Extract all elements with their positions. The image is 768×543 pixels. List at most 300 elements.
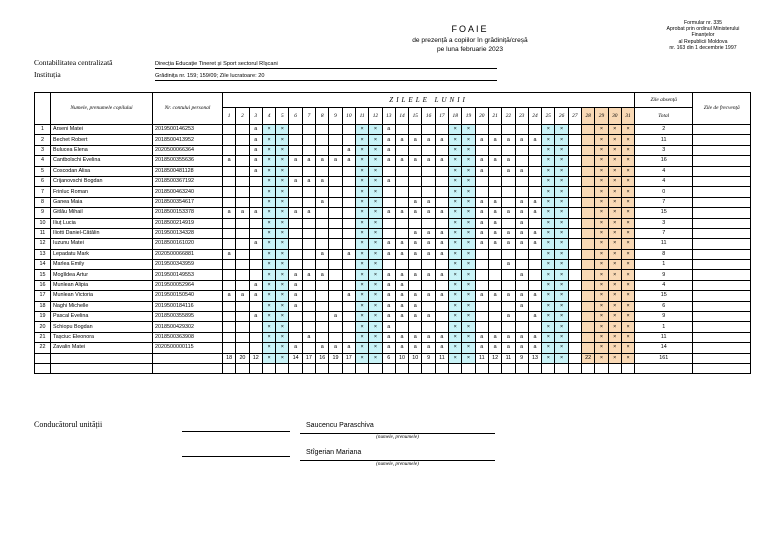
day-cell: a [409, 228, 422, 238]
day-cell [342, 135, 355, 145]
day-cell: × [555, 239, 568, 249]
day-total: × [462, 353, 475, 363]
day-header: 9 [329, 108, 342, 125]
day-cell: × [462, 280, 475, 290]
day-cell: a [342, 249, 355, 259]
day-cell: a [236, 291, 249, 301]
day-cell [289, 312, 302, 322]
day-cell [342, 280, 355, 290]
day-cell: × [449, 176, 462, 186]
day-cell: × [595, 156, 608, 166]
table-row [35, 218, 751, 228]
table-row [35, 156, 751, 166]
day-cell [528, 187, 541, 197]
day-cell: × [595, 208, 608, 218]
day-cell: a [515, 343, 528, 353]
day-cell: × [621, 322, 634, 332]
day-cell [568, 332, 581, 342]
day-cell: × [555, 176, 568, 186]
day-cell [289, 135, 302, 145]
day-cell [289, 332, 302, 342]
day-cell [528, 322, 541, 332]
day-cell: × [355, 125, 368, 135]
empty-cell [369, 363, 382, 373]
day-cell: × [555, 343, 568, 353]
day-cell: × [355, 332, 368, 342]
row-index: 14 [35, 260, 51, 270]
day-cell: × [608, 291, 621, 301]
empty-cell [329, 363, 342, 373]
day-cell [528, 166, 541, 176]
day-cell [236, 322, 249, 332]
day-cell: a [289, 301, 302, 311]
day-cell [223, 125, 236, 135]
day-cell [236, 145, 249, 155]
day-cell [382, 218, 395, 228]
day-cell: × [608, 208, 621, 218]
day-cell: × [449, 301, 462, 311]
day-cell: × [355, 260, 368, 270]
absent-total: 15 [635, 208, 693, 218]
day-cell: × [276, 145, 289, 155]
day-cell [223, 145, 236, 155]
day-cell: × [462, 312, 475, 322]
account-number: 2018500363908 [153, 332, 223, 342]
day-cell [289, 249, 302, 259]
day-cell [236, 218, 249, 228]
day-cell [316, 187, 329, 197]
day-cell: × [555, 270, 568, 280]
day-cell: × [608, 228, 621, 238]
day-cell [582, 322, 595, 332]
day-cell: × [542, 249, 555, 259]
day-cell [422, 260, 435, 270]
day-cell: × [449, 260, 462, 270]
day-cell [223, 260, 236, 270]
day-cell: × [355, 208, 368, 218]
day-cell [316, 332, 329, 342]
day-cell: × [449, 322, 462, 332]
day-cell [329, 332, 342, 342]
day-cell [395, 187, 408, 197]
day-cell: a [395, 332, 408, 342]
frequency-total [693, 353, 751, 363]
day-cell [488, 176, 501, 186]
day-cell [329, 166, 342, 176]
day-cell: × [608, 197, 621, 207]
signer-2-role: (numele, prenumele) [376, 461, 419, 467]
day-cell: × [621, 249, 634, 259]
day-cell: a [409, 135, 422, 145]
frequency-cell [693, 228, 751, 238]
day-cell [515, 260, 528, 270]
table-row [35, 187, 751, 197]
day-cell [236, 187, 249, 197]
day-cell: × [276, 343, 289, 353]
empty-cell [342, 363, 355, 373]
day-cell [568, 166, 581, 176]
day-cell: × [369, 208, 382, 218]
absent-total: 1 [635, 260, 693, 270]
empty-cell [462, 363, 475, 373]
empty-cell [236, 363, 249, 373]
table-row [35, 176, 751, 186]
day-cell: a [435, 228, 448, 238]
day-cell [329, 125, 342, 135]
day-cell: a [409, 301, 422, 311]
row-index: 3 [35, 145, 51, 155]
day-cell: × [262, 332, 275, 342]
day-cell: × [276, 280, 289, 290]
day-cell: a [515, 208, 528, 218]
day-cell: × [608, 332, 621, 342]
day-header: 28 [582, 108, 595, 125]
day-header: 21 [488, 108, 501, 125]
day-cell: a [435, 249, 448, 259]
contabilitate-label: Contabilitatea centralizată [34, 58, 113, 67]
account-header: Nr. contului personal [153, 93, 223, 125]
day-cell: × [542, 322, 555, 332]
account-number: 2019500184116 [153, 301, 223, 311]
day-cell: × [608, 135, 621, 145]
day-cell [395, 197, 408, 207]
day-cell [422, 176, 435, 186]
totals-index [35, 353, 51, 363]
day-cell: × [462, 291, 475, 301]
day-cell: a [488, 197, 501, 207]
day-cell: × [276, 332, 289, 342]
day-cell: × [276, 322, 289, 332]
day-cell [289, 260, 302, 270]
day-cell: × [262, 208, 275, 218]
day-header: 15 [409, 108, 422, 125]
contabilitate-value: Direcția Educație Tineret și Sport sectorul Rîșcani [155, 60, 497, 69]
day-cell [249, 343, 262, 353]
day-cell: × [595, 218, 608, 228]
day-cell: a [488, 208, 501, 218]
day-cell [236, 197, 249, 207]
day-cell: a [382, 343, 395, 353]
day-cell: × [276, 228, 289, 238]
account-number: 2019500134328 [153, 228, 223, 238]
day-cell: × [542, 135, 555, 145]
day-cell [342, 187, 355, 197]
day-cell: × [462, 249, 475, 259]
child-name: Mogîldea Artur [51, 270, 153, 280]
child-name: Crijanovschi Bogdan [51, 176, 153, 186]
day-cell [223, 280, 236, 290]
day-cell [223, 135, 236, 145]
day-cell: a [382, 312, 395, 322]
day-cell: × [449, 228, 462, 238]
day-cell: × [449, 239, 462, 249]
day-cell [435, 301, 448, 311]
day-cell [329, 228, 342, 238]
day-cell: × [608, 187, 621, 197]
day-cell: a [528, 312, 541, 322]
day-cell [289, 322, 302, 332]
day-total: 18 [223, 353, 236, 363]
day-cell [236, 239, 249, 249]
day-cell: a [422, 249, 435, 259]
empty-cell [223, 363, 236, 373]
day-cell: × [555, 249, 568, 259]
document-subtitle [370, 36, 570, 54]
day-header: 24 [528, 108, 541, 125]
day-cell: a [395, 343, 408, 353]
day-cell: × [449, 280, 462, 290]
day-cell [223, 228, 236, 238]
days-header: ZILELE LUNII [223, 93, 635, 108]
day-total: 14 [289, 353, 302, 363]
day-cell: × [262, 218, 275, 228]
name-header: Numele, prenumele copilului [51, 93, 153, 125]
empty-cell [608, 363, 621, 373]
day-cell: × [355, 156, 368, 166]
table-row [35, 260, 751, 270]
day-cell: a [435, 135, 448, 145]
day-cell [582, 145, 595, 155]
day-total: 13 [528, 353, 541, 363]
day-cell: × [449, 156, 462, 166]
day-cell: a [395, 249, 408, 259]
day-cell [568, 197, 581, 207]
empty-cell [555, 363, 568, 373]
day-cell [302, 280, 315, 290]
day-total: 19 [329, 353, 342, 363]
day-header: 18 [449, 108, 462, 125]
day-cell [342, 332, 355, 342]
day-cell: a [515, 197, 528, 207]
day-cell [289, 228, 302, 238]
day-header: 12 [369, 108, 382, 125]
day-cell [568, 239, 581, 249]
absent-total: 6 [635, 301, 693, 311]
day-cell [422, 301, 435, 311]
day-cell [342, 301, 355, 311]
day-cell [395, 322, 408, 332]
day-cell: × [276, 312, 289, 322]
absent-total: 1 [635, 322, 693, 332]
day-cell: × [355, 145, 368, 155]
day-cell: a [475, 208, 488, 218]
day-cell: a [475, 166, 488, 176]
day-cell [329, 197, 342, 207]
day-total: × [608, 353, 621, 363]
day-cell [528, 156, 541, 166]
empty-cell [488, 363, 501, 373]
day-cell: × [621, 312, 634, 322]
day-cell: a [395, 301, 408, 311]
day-cell: × [369, 312, 382, 322]
day-cell [342, 197, 355, 207]
day-cell: a [528, 343, 541, 353]
day-header: 17 [435, 108, 448, 125]
day-cell [515, 145, 528, 155]
day-cell [409, 125, 422, 135]
day-cell [236, 343, 249, 353]
day-cell: × [276, 176, 289, 186]
row-index: 16 [35, 280, 51, 290]
day-cell: × [621, 260, 634, 270]
institutie-label: Instituția [34, 70, 61, 79]
absent-total: 9 [635, 312, 693, 322]
account-number: 2019500150540 [153, 291, 223, 301]
day-cell [249, 218, 262, 228]
empty-cell [276, 363, 289, 373]
day-cell: a [329, 312, 342, 322]
day-cell [395, 176, 408, 186]
day-cell [435, 322, 448, 332]
formular-line: al Republicii Moldova [678, 38, 728, 45]
day-cell [329, 260, 342, 270]
day-cell: a [488, 332, 501, 342]
day-cell: × [621, 156, 634, 166]
day-total: × [595, 353, 608, 363]
day-cell [316, 145, 329, 155]
day-cell: a [382, 156, 395, 166]
day-cell [223, 187, 236, 197]
day-cell: × [262, 343, 275, 353]
day-cell: × [555, 280, 568, 290]
absent-total: 0 [635, 187, 693, 197]
day-total: 17 [342, 353, 355, 363]
day-cell: a [488, 228, 501, 238]
frequency-cell [693, 125, 751, 135]
day-cell [395, 166, 408, 176]
day-cell: × [262, 312, 275, 322]
day-cell: × [355, 228, 368, 238]
day-cell: × [621, 270, 634, 280]
day-cell [223, 343, 236, 353]
day-cell: × [555, 145, 568, 155]
day-cell [223, 270, 236, 280]
day-cell [249, 322, 262, 332]
absent-total: 7 [635, 197, 693, 207]
day-cell: × [542, 197, 555, 207]
day-cell: × [621, 280, 634, 290]
day-total: 12 [488, 353, 501, 363]
child-name: Naghi Michelle [51, 301, 153, 311]
day-cell: a [342, 156, 355, 166]
day-cell [422, 218, 435, 228]
day-cell: × [369, 291, 382, 301]
day-cell: × [369, 332, 382, 342]
day-cell: × [262, 280, 275, 290]
empty-cell [635, 363, 693, 373]
day-cell: × [595, 125, 608, 135]
account-number: 2018500367192 [153, 176, 223, 186]
child-name: Zavalin Matei [51, 343, 153, 353]
day-header: 30 [608, 108, 621, 125]
day-cell [568, 270, 581, 280]
day-cell [568, 218, 581, 228]
day-cell [528, 270, 541, 280]
day-cell [409, 145, 422, 155]
day-cell [435, 176, 448, 186]
index-header [35, 93, 51, 125]
day-cell: a [382, 208, 395, 218]
day-cell: × [608, 270, 621, 280]
table-row [35, 125, 751, 135]
day-cell: a [488, 239, 501, 249]
day-cell: × [369, 270, 382, 280]
day-cell: a [289, 280, 302, 290]
day-cell [488, 270, 501, 280]
day-cell: × [276, 197, 289, 207]
day-cell: × [608, 125, 621, 135]
day-cell [316, 228, 329, 238]
day-cell: × [595, 280, 608, 290]
day-cell: a [329, 156, 342, 166]
day-cell [249, 301, 262, 311]
day-cell: a [316, 156, 329, 166]
day-cell: × [621, 208, 634, 218]
day-cell [422, 280, 435, 290]
day-cell [329, 145, 342, 155]
day-cell: a [502, 343, 515, 353]
day-cell: a [409, 332, 422, 342]
day-cell: × [608, 239, 621, 249]
table-row [35, 135, 751, 145]
day-cell [422, 125, 435, 135]
day-cell: × [608, 166, 621, 176]
day-cell [568, 343, 581, 353]
day-cell [289, 197, 302, 207]
day-cell [435, 166, 448, 176]
day-total: 12 [249, 353, 262, 363]
day-cell [316, 291, 329, 301]
day-total: 6 [382, 353, 395, 363]
day-cell: a [382, 239, 395, 249]
totals-name [51, 353, 153, 363]
day-cell [488, 280, 501, 290]
absent-header: Zile absență [635, 93, 693, 108]
day-cell: a [249, 166, 262, 176]
day-cell [236, 228, 249, 238]
day-cell [316, 239, 329, 249]
day-header: 1 [223, 108, 236, 125]
absent-total: 4 [635, 166, 693, 176]
day-cell [395, 228, 408, 238]
day-cell: a [382, 125, 395, 135]
frequency-cell [693, 291, 751, 301]
row-index: 10 [35, 218, 51, 228]
day-cell: × [555, 166, 568, 176]
day-cell [342, 125, 355, 135]
day-cell [302, 145, 315, 155]
day-cell: a [475, 332, 488, 342]
day-cell [329, 208, 342, 218]
day-cell: a [409, 197, 422, 207]
day-cell [395, 145, 408, 155]
day-cell [395, 218, 408, 228]
day-header: 7 [302, 108, 315, 125]
day-cell [409, 176, 422, 186]
day-header: 16 [422, 108, 435, 125]
day-cell: × [555, 187, 568, 197]
empty-cell [435, 363, 448, 373]
day-cell: × [276, 249, 289, 259]
subtitle-line-2: pe luna februarie 2023 [437, 46, 503, 53]
day-cell [435, 218, 448, 228]
day-cell [502, 176, 515, 186]
absent-total: 16 [635, 156, 693, 166]
row-index: 17 [35, 291, 51, 301]
day-header: 26 [555, 108, 568, 125]
day-cell [223, 322, 236, 332]
day-cell: a [528, 208, 541, 218]
